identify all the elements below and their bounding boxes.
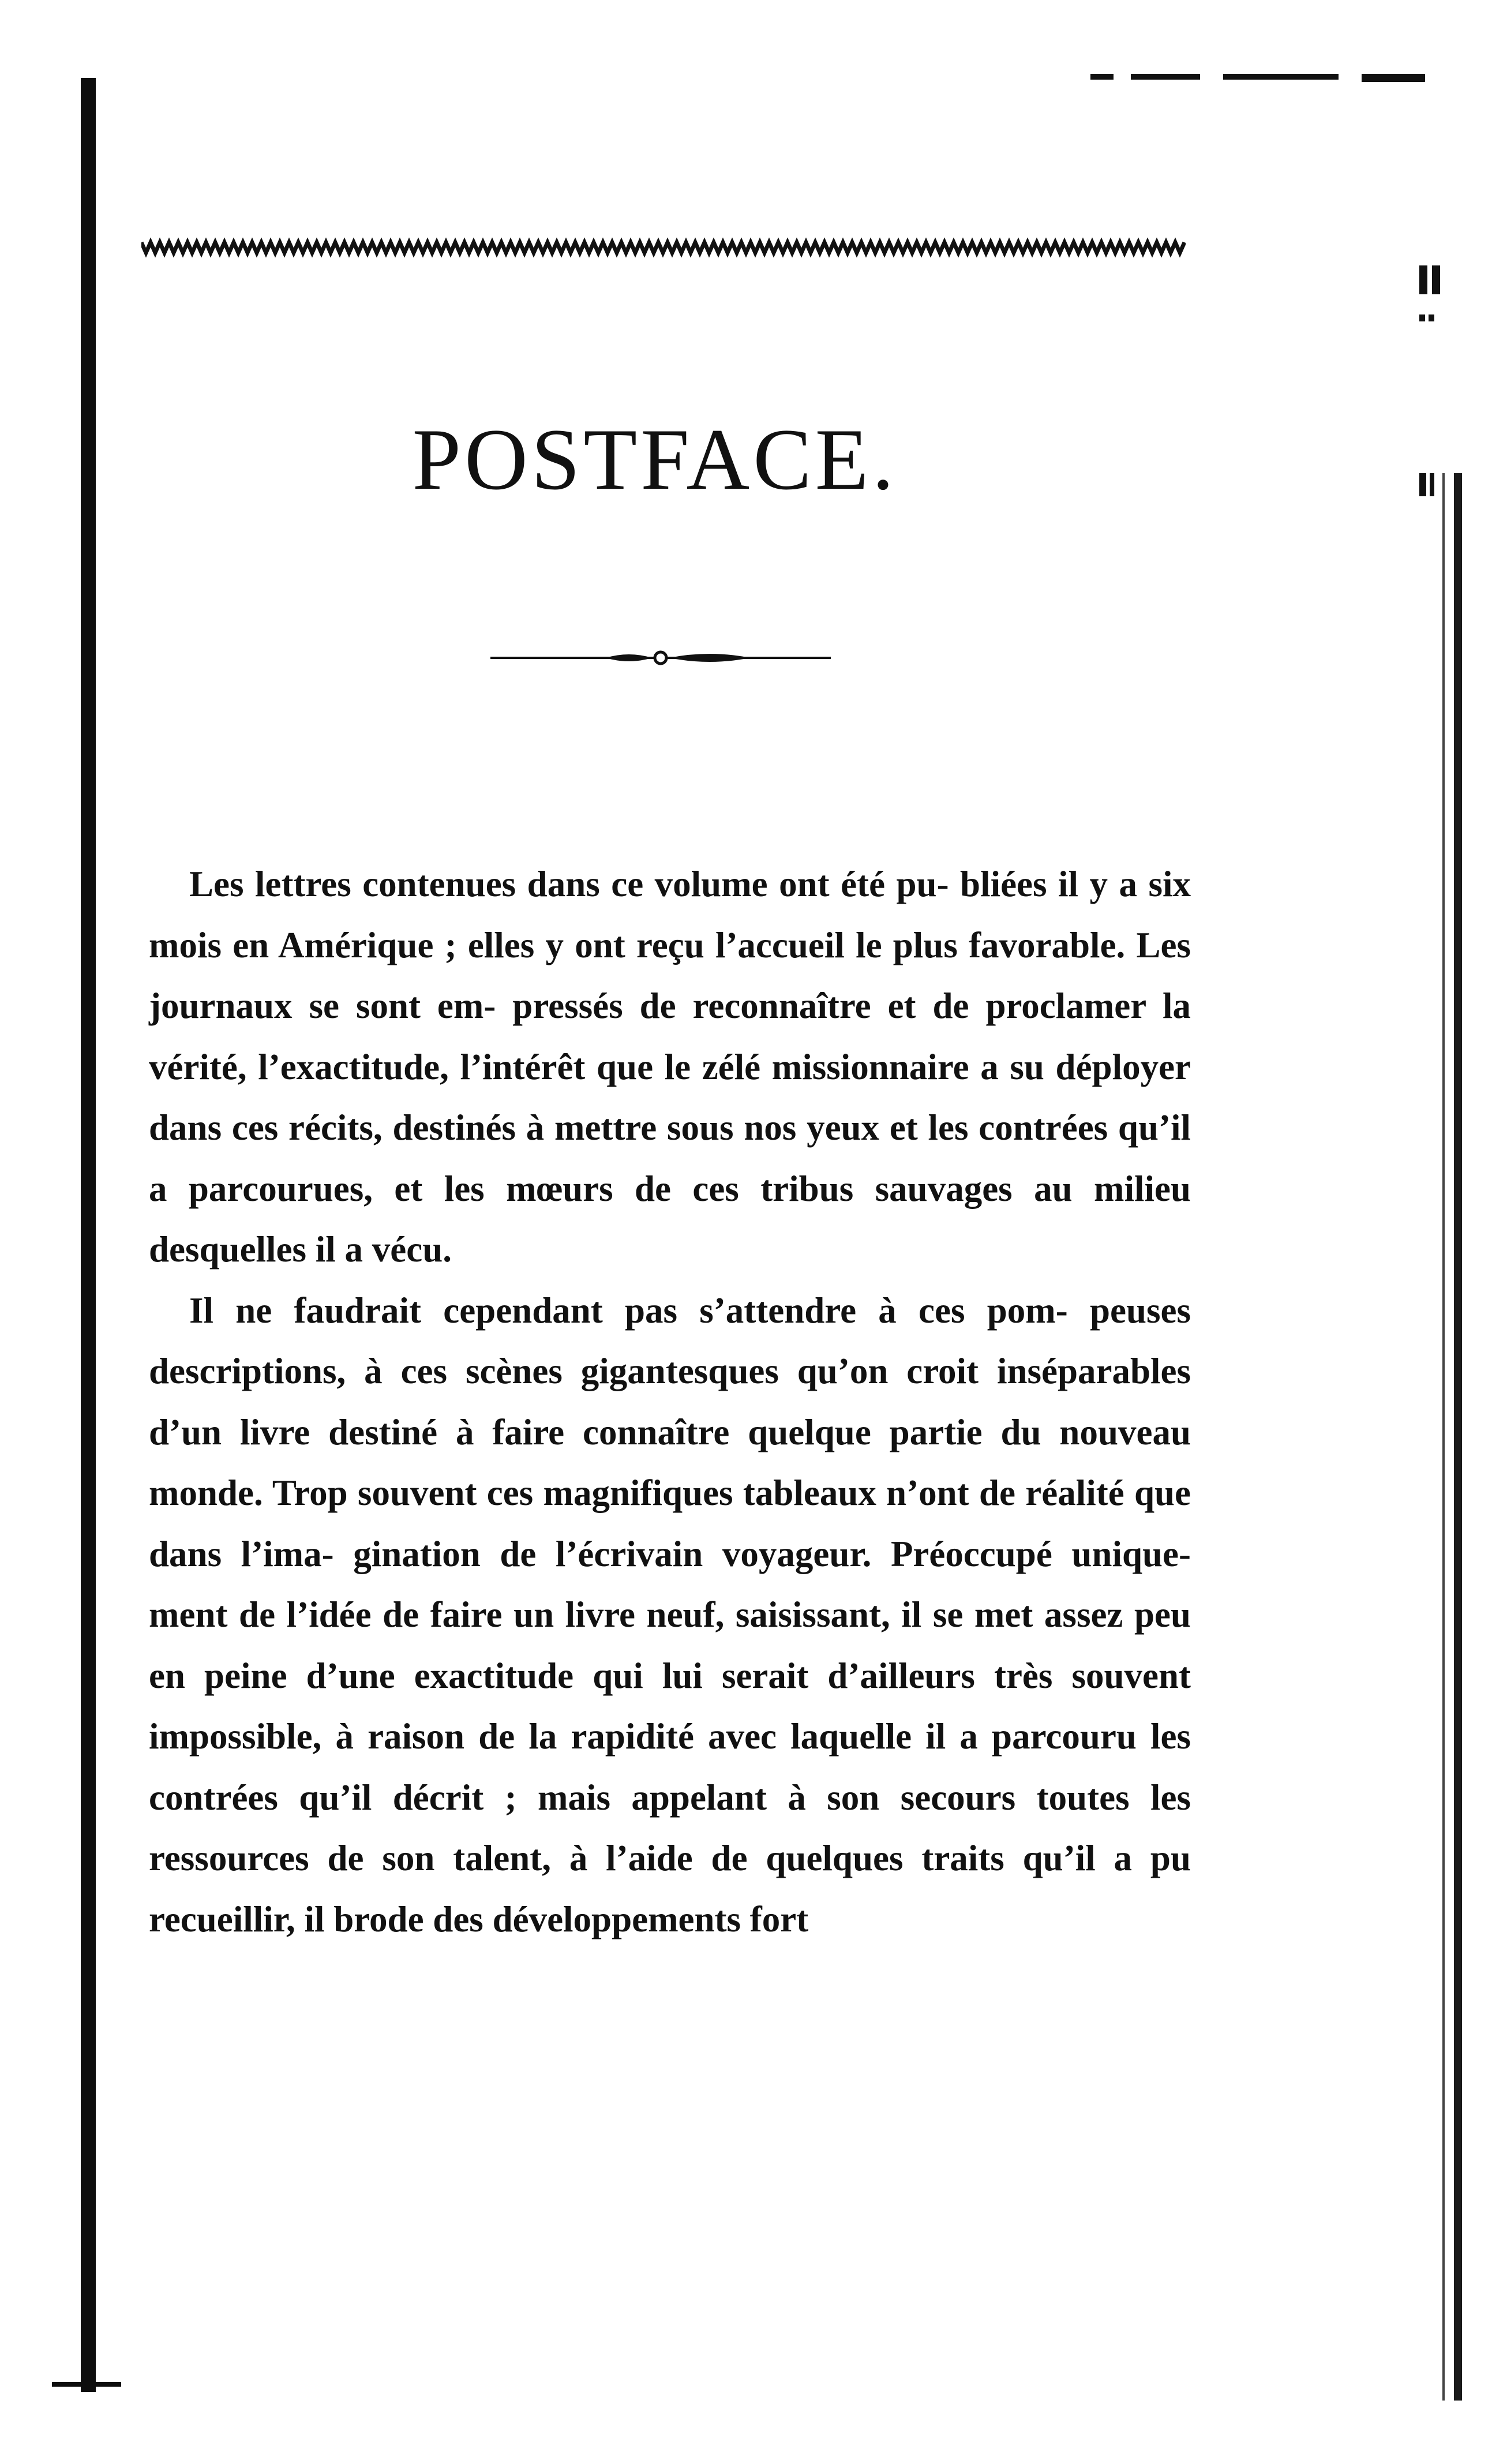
- paragraph-2: Il ne faudrait cependant pas s’attendre à ces pom- peuses descriptions, à ces scènes gigantesques qu’on croit inséparables d’un livre destiné à faire connaître quelque partie du nouveau monde. Trop souvent ces magnifiques tableaux n’ont de réalité que dans l’ima- gination de l’écrivain voyageur. Préoccupé unique- ment de l’idée de faire un livre neuf, saisissant, il se met assez peu en peine d’une exactitude qui lui serait d’ailleurs très souvent impossible, à raison de la rapidité avec laquelle il a parcouru les contrées qu’il décrit ; mais appelant à son secours toutes les ressources de son talent, à l’aide de quelques traits qu’il a pu recueillir, il brode des développements fort: [149, 1290, 1191, 1939]
- body-text: [149, 854, 1191, 1950]
- scan-edge-bar: [1454, 473, 1462, 2401]
- page-title: POSTFACE.: [412, 411, 898, 508]
- scan-edge-glyphs: [1419, 254, 1454, 508]
- scan-edge-line: [1442, 473, 1445, 2401]
- paragraph-1: Les lettres contenues dans ce volume ont été pu- bliées il y a six mois en Amérique ; elles y ont reçu l’accueil le plus favorable. Les journaux se sont em- pressés de reconnaître et de proclamer la vérité, l’exactitude, l’intérêt que le zélé missionnaire a su déployer dans ces récits, destinés à mettre sous nos yeux et les contrées qu’il a parcourues, et les mœurs de ces tribus sauvages au milieu desquelles il a vécu.: [149, 864, 1191, 1270]
- ornament-divider: [490, 646, 831, 669]
- binding-rule-foot: [52, 2382, 121, 2387]
- wavy-rule-divider: [141, 235, 1186, 259]
- scan-edge-marks: [1090, 74, 1460, 82]
